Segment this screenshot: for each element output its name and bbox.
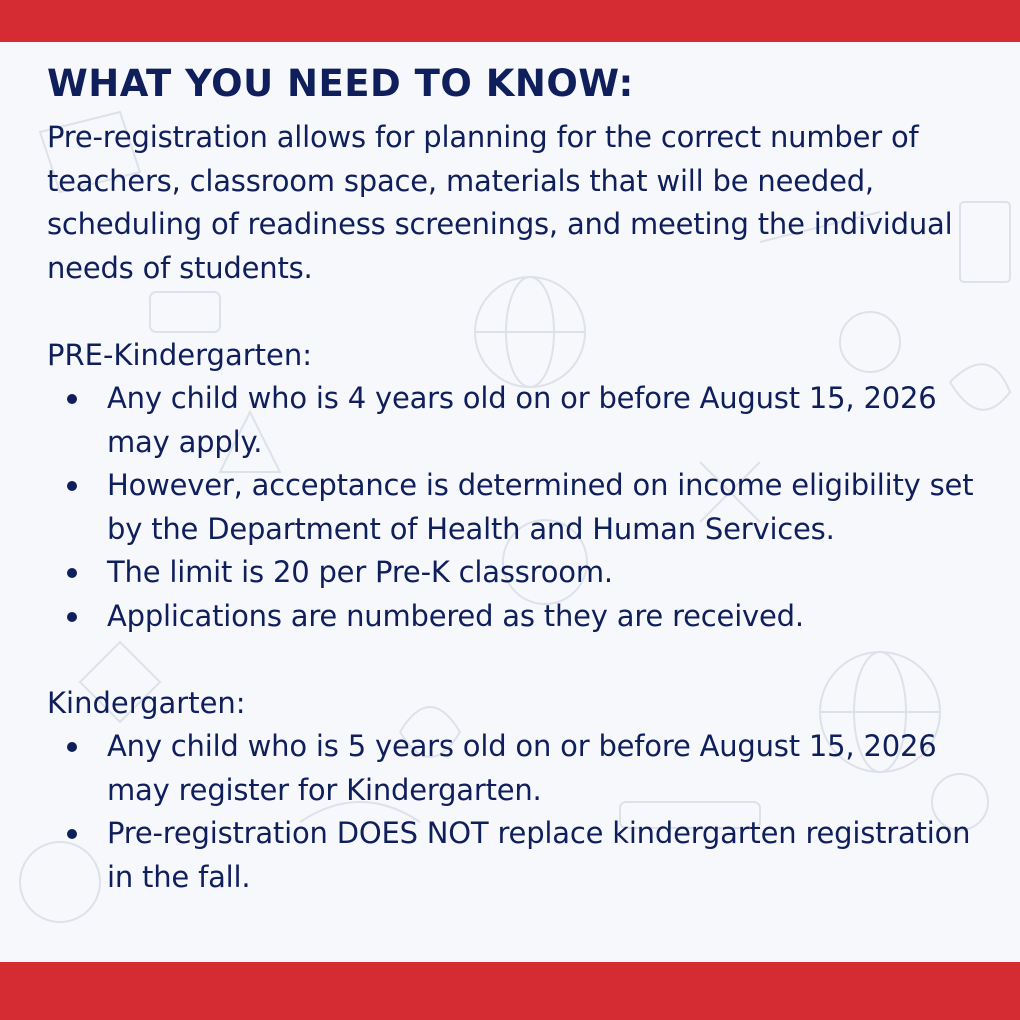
list-item: The limit is 20 per Pre-K classroom. <box>47 551 977 595</box>
page-heading: WHAT YOU NEED TO KNOW: <box>47 62 634 105</box>
bullet-icon <box>67 481 77 491</box>
top-accent-bar <box>0 0 1020 42</box>
prek-section-title: PRE-Kindergarten: <box>47 337 313 372</box>
kindergarten-section-title: Kindergarten: <box>47 685 246 720</box>
bullet-icon <box>67 742 77 752</box>
info-content <box>47 58 977 899</box>
intro-paragraph: Pre-registration allows for planning for the correct number of teachers, classroom space, materials that will be needed, scheduling of readiness screenings, and meeting the individual needs of students. <box>47 120 953 285</box>
list-item: Pre-registration DOES NOT replace kindergarten registration in the fall. <box>47 812 977 899</box>
list-item: Any child who is 5 years old on or before August 15, 2026 may register for Kindergarten. <box>47 725 977 812</box>
prek-bullet-list <box>47 377 977 638</box>
bullet-icon <box>67 829 77 839</box>
bullet-icon <box>67 394 77 404</box>
list-item: Applications are numbered as they are received. <box>47 595 977 639</box>
bullet-icon <box>67 612 77 622</box>
list-item: Any child who is 4 years old on or before August 15, 2026 may apply. <box>47 377 977 464</box>
bottom-accent-bar <box>0 962 1020 1020</box>
list-item: However, acceptance is determined on income eligibility set by the Department of Health and Human Services. <box>47 464 977 551</box>
bullet-icon <box>67 568 77 578</box>
kindergarten-bullet-list <box>47 725 977 899</box>
